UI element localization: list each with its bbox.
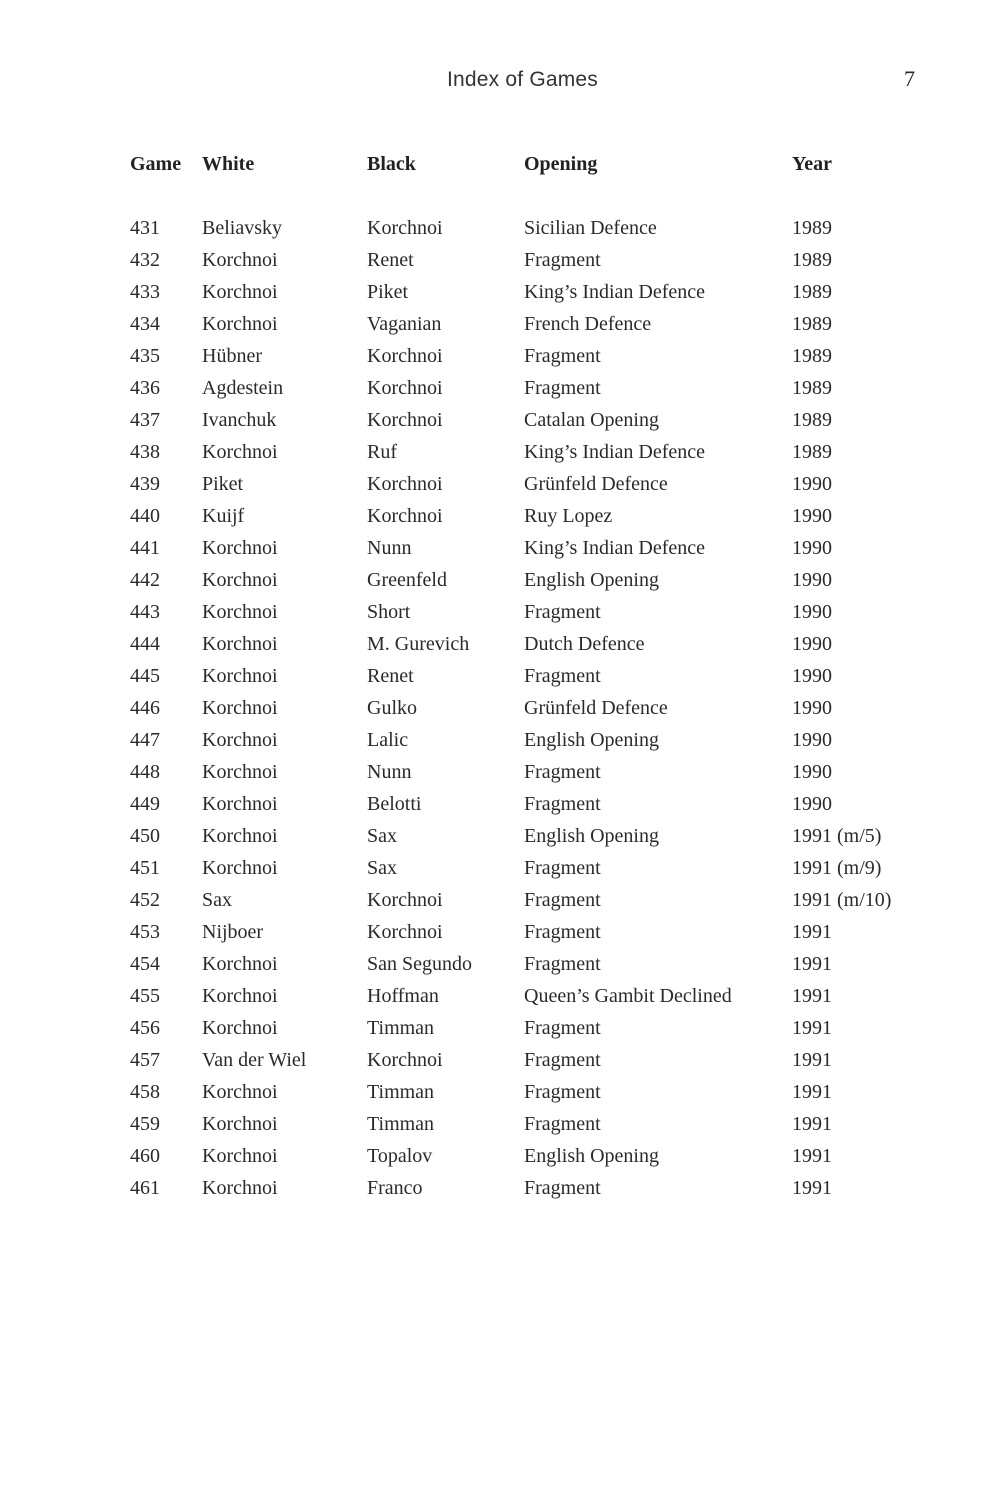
cell-game: 454: [130, 953, 160, 975]
table-body: [130, 212, 950, 1204]
cell-game: 458: [130, 1081, 160, 1103]
cell-white: Ivanchuk: [202, 409, 277, 431]
cell-white: Kuijf: [202, 505, 245, 527]
cell-white: Van der Wiel: [202, 1049, 307, 1071]
cell-opening: Fragment: [524, 1081, 601, 1103]
cell-black: Ruf: [367, 441, 397, 463]
cell-black: Sax: [367, 857, 397, 879]
cell-game: 456: [130, 1017, 160, 1039]
cell-opening: Fragment: [524, 1177, 601, 1199]
cell-white: Korchnoi: [202, 953, 278, 975]
cell-black: Topalov: [367, 1145, 433, 1167]
cell-game: 439: [130, 473, 160, 495]
table-row: [130, 212, 950, 244]
table-row: [130, 404, 950, 436]
cell-game: 451: [130, 857, 160, 879]
cell-game: 443: [130, 601, 160, 623]
cell-year: 1991: [792, 1081, 832, 1103]
cell-year: 1989: [792, 377, 832, 399]
table-row: [130, 1108, 950, 1140]
cell-game: 455: [130, 985, 160, 1007]
cell-game: 459: [130, 1113, 160, 1135]
cell-year: 1990: [792, 665, 832, 687]
cell-opening: English Opening: [524, 729, 659, 751]
cell-year: 1990: [792, 569, 832, 591]
cell-opening: Fragment: [524, 889, 601, 911]
table-row: [130, 1044, 950, 1076]
cell-opening: Fragment: [524, 857, 601, 879]
cell-black: Nunn: [367, 761, 412, 783]
table-row: [130, 884, 950, 916]
cell-opening: English Opening: [524, 825, 659, 847]
games-table: [130, 148, 950, 1204]
cell-black: Renet: [367, 665, 414, 687]
cell-game: 442: [130, 569, 160, 591]
cell-year: 1991: [792, 921, 832, 943]
cell-opening: Fragment: [524, 793, 601, 815]
cell-opening: King’s Indian Defence: [524, 537, 706, 559]
cell-year: 1991: [792, 1049, 832, 1071]
column-header-opening: Opening: [524, 153, 598, 175]
table-row: [130, 468, 950, 500]
cell-black: Sax: [367, 825, 397, 847]
cell-black: M. Gurevich: [367, 633, 470, 655]
table-row: [130, 596, 950, 628]
cell-year: 1989: [792, 409, 832, 431]
table-row: [130, 1076, 950, 1108]
table-row: [130, 244, 950, 276]
cell-game: 450: [130, 825, 160, 847]
column-header-white: White: [202, 153, 255, 175]
cell-black: Gulko: [367, 697, 417, 719]
cell-opening: Fragment: [524, 761, 601, 783]
page-number: 7: [904, 66, 915, 91]
cell-opening: Grünfeld Defence: [524, 473, 668, 495]
cell-year: 1989: [792, 249, 832, 271]
cell-year: 1991: [792, 1145, 832, 1167]
cell-year: 1989: [792, 313, 832, 335]
cell-opening: Fragment: [524, 377, 601, 399]
table-row: [130, 628, 950, 660]
cell-black: Short: [367, 601, 411, 623]
page-title: Index of Games: [446, 68, 599, 91]
cell-game: 438: [130, 441, 160, 463]
table-row: [130, 372, 950, 404]
table-row: [130, 276, 950, 308]
cell-opening: Fragment: [524, 1049, 601, 1071]
cell-year: 1990: [792, 697, 832, 719]
table-row: [130, 788, 950, 820]
table-row: [130, 724, 950, 756]
cell-white: Korchnoi: [202, 1145, 278, 1167]
cell-year: 1991: [792, 953, 832, 975]
table-row: [130, 1140, 950, 1172]
cell-game: 436: [130, 377, 160, 399]
cell-opening: Fragment: [524, 953, 601, 975]
table-header-row: [130, 148, 950, 180]
table-row: [130, 980, 950, 1012]
column-header-year: Year: [792, 153, 832, 175]
table-row: [130, 660, 950, 692]
cell-year: 1991: [792, 1113, 832, 1135]
table-row: [130, 500, 950, 532]
cell-opening: Dutch Defence: [524, 633, 645, 655]
running-head: [0, 68, 1000, 98]
cell-opening: Queen’s Gambit Declined: [524, 985, 732, 1007]
table-row: [130, 948, 950, 980]
cell-black: Korchnoi: [367, 473, 443, 495]
cell-opening: Sicilian Defence: [524, 217, 657, 239]
cell-opening: Fragment: [524, 665, 601, 687]
cell-white: Agdestein: [202, 377, 284, 399]
cell-year: 1990: [792, 729, 832, 751]
cell-year: 1991 (m/9): [792, 857, 882, 879]
cell-year: 1990: [792, 761, 832, 783]
cell-white: Piket: [202, 473, 244, 495]
cell-year: 1990: [792, 473, 832, 495]
cell-game: 444: [130, 633, 160, 655]
table-row: [130, 532, 950, 564]
cell-opening: King’s Indian Defence: [524, 281, 706, 303]
cell-opening: Fragment: [524, 249, 601, 271]
cell-white: Nijboer: [202, 921, 264, 943]
cell-game: 453: [130, 921, 160, 943]
cell-opening: French Defence: [524, 313, 652, 335]
cell-white: Korchnoi: [202, 633, 278, 655]
cell-game: 448: [130, 761, 160, 783]
cell-year: 1989: [792, 217, 832, 239]
cell-year: 1990: [792, 601, 832, 623]
cell-white: Korchnoi: [202, 1081, 278, 1103]
cell-black: Timman: [367, 1113, 435, 1135]
cell-white: Korchnoi: [202, 857, 278, 879]
cell-opening: King’s Indian Defence: [524, 441, 706, 463]
cell-white: Korchnoi: [202, 1017, 278, 1039]
cell-black: Greenfeld: [367, 569, 447, 591]
cell-opening: Fragment: [524, 345, 601, 367]
cell-white: Korchnoi: [202, 601, 278, 623]
cell-black: Korchnoi: [367, 889, 443, 911]
cell-year: 1989: [792, 441, 832, 463]
cell-black: Timman: [367, 1081, 435, 1103]
cell-game: 449: [130, 793, 160, 815]
table-row: [130, 436, 950, 468]
cell-game: 460: [130, 1145, 160, 1167]
cell-year: 1991 (m/5): [792, 825, 882, 847]
cell-white: Korchnoi: [202, 537, 278, 559]
cell-white: Korchnoi: [202, 249, 278, 271]
cell-black: Korchnoi: [367, 409, 443, 431]
table-row: [130, 820, 950, 852]
table-row: [130, 340, 950, 372]
cell-black: Timman: [367, 1017, 435, 1039]
cell-black: Nunn: [367, 537, 412, 559]
cell-game: 433: [130, 281, 160, 303]
cell-year: 1990: [792, 793, 832, 815]
cell-black: Franco: [367, 1177, 423, 1199]
column-header-black: Black: [367, 153, 416, 175]
cell-game: 432: [130, 249, 160, 271]
cell-opening: Fragment: [524, 1113, 601, 1135]
cell-white: Sax: [202, 889, 232, 911]
cell-year: 1991: [792, 1017, 832, 1039]
cell-black: Lalic: [367, 729, 409, 751]
cell-game: 452: [130, 889, 160, 911]
cell-year: 1990: [792, 633, 832, 655]
cell-game: 431: [130, 217, 160, 239]
cell-white: Beliavsky: [202, 217, 282, 239]
cell-white: Korchnoi: [202, 697, 278, 719]
cell-game: 441: [130, 537, 160, 559]
cell-black: Korchnoi: [367, 345, 443, 367]
cell-white: Korchnoi: [202, 1177, 278, 1199]
table-row: [130, 852, 950, 884]
cell-game: 445: [130, 665, 160, 687]
cell-white: Korchnoi: [202, 569, 278, 591]
table-row: [130, 916, 950, 948]
cell-year: 1991 (m/10): [792, 889, 892, 911]
cell-year: 1989: [792, 345, 832, 367]
cell-black: Belotti: [367, 793, 422, 815]
cell-white: Korchnoi: [202, 281, 278, 303]
cell-game: 435: [130, 345, 160, 367]
column-header-game: Game: [130, 153, 182, 175]
cell-black: Renet: [367, 249, 414, 271]
cell-black: Piket: [367, 281, 409, 303]
cell-black: Vaganian: [367, 313, 442, 335]
cell-opening: Grünfeld Defence: [524, 697, 668, 719]
cell-game: 437: [130, 409, 160, 431]
cell-opening: Ruy Lopez: [524, 505, 613, 527]
table-row: [130, 756, 950, 788]
cell-opening: Fragment: [524, 921, 601, 943]
cell-year: 1991: [792, 1177, 832, 1199]
cell-white: Hübner: [202, 345, 262, 367]
cell-black: San Segundo: [367, 953, 472, 975]
cell-year: 1990: [792, 505, 832, 527]
cell-year: 1989: [792, 281, 832, 303]
cell-opening: Fragment: [524, 601, 601, 623]
cell-game: 457: [130, 1049, 160, 1071]
cell-year: 1991: [792, 985, 832, 1007]
cell-white: Korchnoi: [202, 441, 278, 463]
cell-game: 446: [130, 697, 160, 719]
cell-black: Korchnoi: [367, 217, 443, 239]
cell-opening: English Opening: [524, 1145, 659, 1167]
cell-white: Korchnoi: [202, 793, 278, 815]
cell-black: Hoffman: [367, 985, 439, 1007]
cell-white: Korchnoi: [202, 665, 278, 687]
cell-white: Korchnoi: [202, 825, 278, 847]
cell-opening: Catalan Opening: [524, 409, 659, 431]
table-row: [130, 1172, 950, 1204]
cell-black: Korchnoi: [367, 1049, 443, 1071]
cell-white: Korchnoi: [202, 985, 278, 1007]
cell-game: 434: [130, 313, 160, 335]
cell-white: Korchnoi: [202, 313, 278, 335]
cell-opening: Fragment: [524, 1017, 601, 1039]
table-row: [130, 692, 950, 724]
cell-opening: English Opening: [524, 569, 659, 591]
cell-game: 440: [130, 505, 160, 527]
cell-black: Korchnoi: [367, 505, 443, 527]
cell-black: Korchnoi: [367, 377, 443, 399]
table-row: [130, 564, 950, 596]
cell-game: 461: [130, 1177, 160, 1199]
table-row: [130, 1012, 950, 1044]
cell-white: Korchnoi: [202, 1113, 278, 1135]
cell-white: Korchnoi: [202, 761, 278, 783]
table-row: [130, 308, 950, 340]
cell-black: Korchnoi: [367, 921, 443, 943]
cell-game: 447: [130, 729, 160, 751]
cell-year: 1990: [792, 537, 832, 559]
cell-white: Korchnoi: [202, 729, 278, 751]
